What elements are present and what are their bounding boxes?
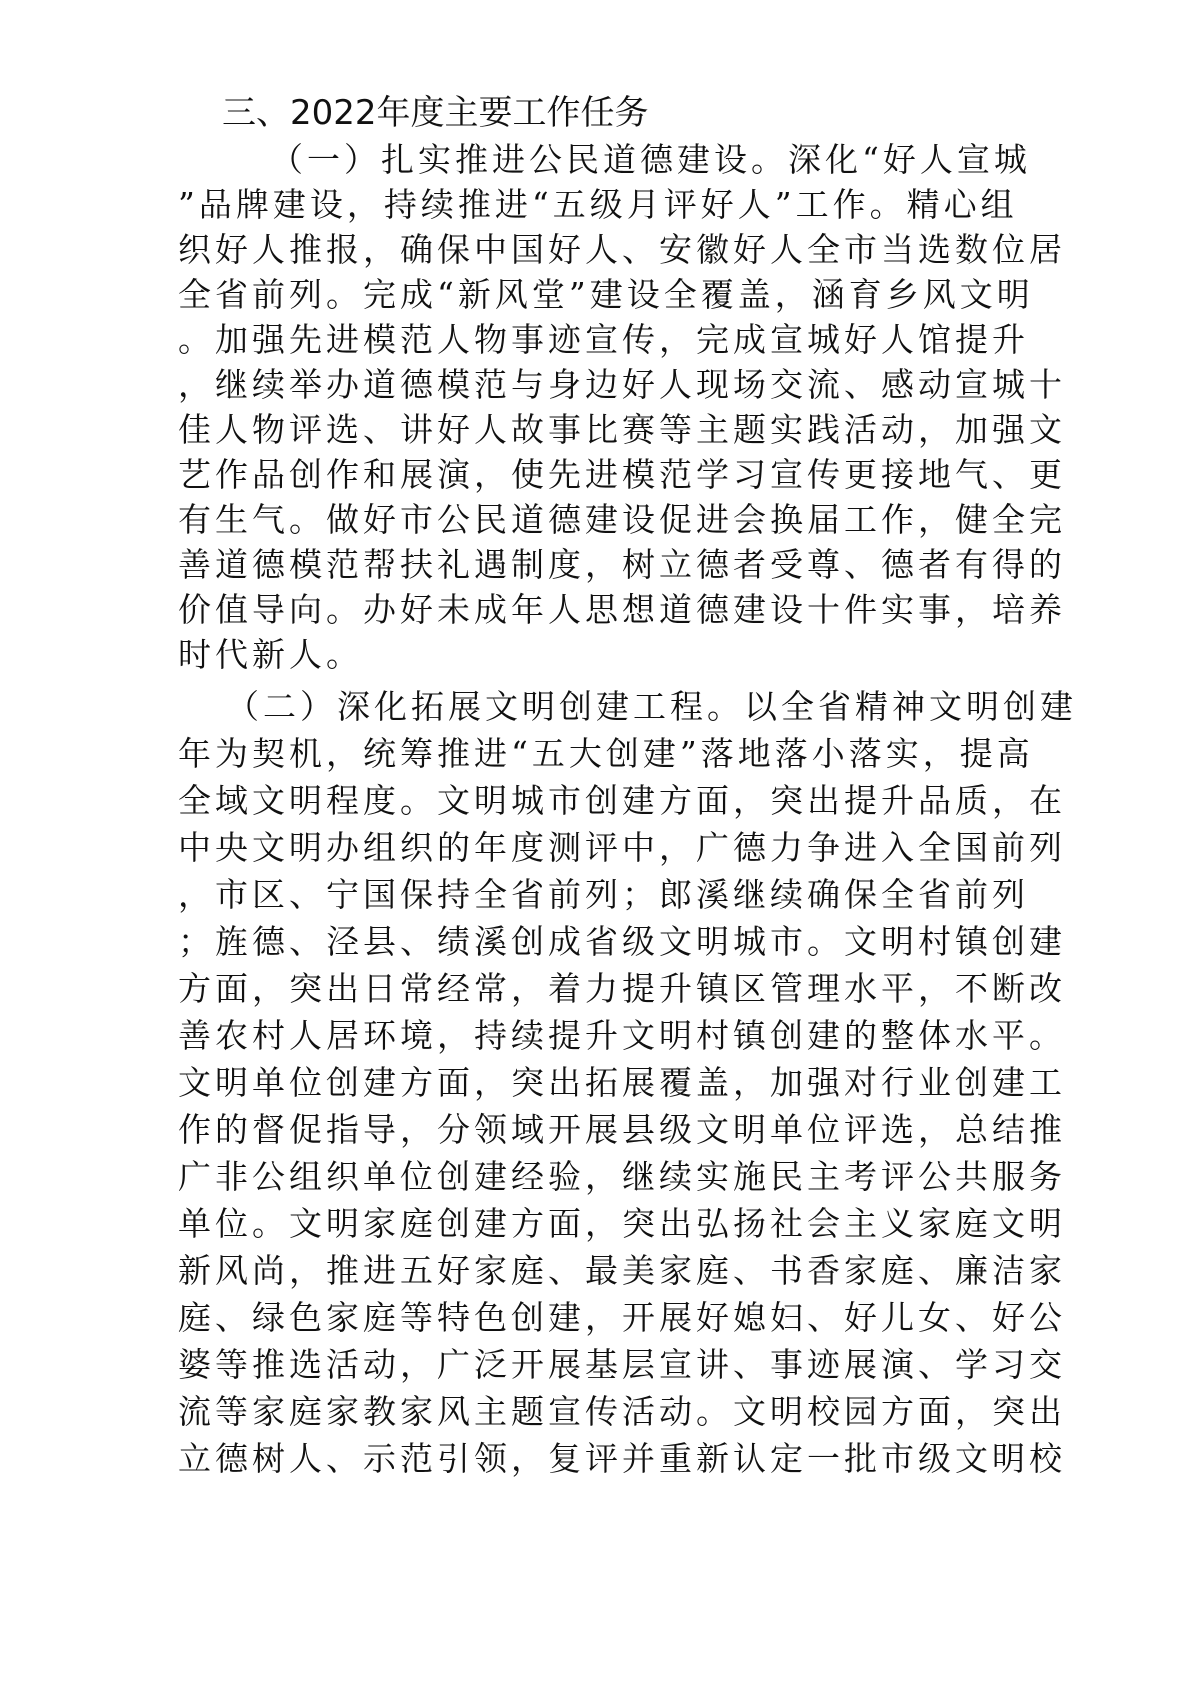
paragraph-2-line: ，市区、宁国保持全省前列；郎溪继续确保全省前列 bbox=[178, 875, 1029, 914]
paragraph-1-line: （一）扎实推进公民道德建设。深化“好人宣城 bbox=[270, 140, 1031, 179]
paragraph-1-line: 全省前列。完成“新风堂”建设全覆盖，涵育乡风文明 bbox=[178, 275, 1034, 314]
paragraph-1-line: 艺作品创作和展演，使先进模范学习宣传更接地气、更 bbox=[178, 455, 1066, 494]
paragraph-2-line: 立德树人、示范引领，复评并重新认定一批市级文明校 bbox=[178, 1439, 1066, 1478]
paragraph-2-line: 庭、绿色家庭等特色创建，开展好媳妇、好儿女、好公 bbox=[178, 1298, 1066, 1337]
paragraph-2-line: ；旌德、泾县、绩溪创成省级文明城市。文明村镇创建 bbox=[178, 922, 1066, 961]
paragraph-2-line: 文明单位创建方面，突出拓展覆盖，加强对行业创建工 bbox=[178, 1063, 1066, 1102]
paragraph-2-line: 中央文明办组织的年度测评中，广德力争进入全国前列 bbox=[178, 828, 1066, 867]
paragraph-1-line: 有生气。做好市公民道德建设促进会换届工作，健全完 bbox=[178, 500, 1066, 539]
paragraph-1-line: ，继续举办道德模范与身边好人现场交流、感动宣城十 bbox=[178, 365, 1066, 404]
paragraph-2-line: 广非公组织单位创建经验，继续实施民主考评公共服务 bbox=[178, 1157, 1066, 1196]
paragraph-2-line: 新风尚，推进五好家庭、最美家庭、书香家庭、廉洁家 bbox=[178, 1251, 1066, 1290]
paragraph-1-line: 织好人推报，确保中国好人、安徽好人全市当选数位居 bbox=[178, 230, 1066, 269]
paragraph-2-line: （二）深化拓展文明创建工程。以全省精神文明创建 bbox=[226, 687, 1077, 726]
paragraph-1-line: 。加强先进模范人物事迹宣传，完成宣城好人馆提升 bbox=[178, 320, 1029, 359]
paragraph-2-line: 全域文明程度。文明城市创建方面，突出提升品质，在 bbox=[178, 781, 1066, 820]
section-heading: 三、2022年度主要工作任务 bbox=[222, 93, 649, 133]
paragraph-1-line: 佳人物评选、讲好人故事比赛等主题实践活动，加强文 bbox=[178, 410, 1066, 449]
paragraph-1-line: 价值导向。办好未成年人思想道德建设十件实事，培养 bbox=[178, 590, 1066, 629]
paragraph-2-line: 流等家庭家教家风主题宣传活动。文明校园方面，突出 bbox=[178, 1392, 1066, 1431]
paragraph-1-line: 善道德模范帮扶礼遇制度，树立德者受尊、德者有得的 bbox=[178, 545, 1066, 584]
paragraph-2-line: 年为契机，统筹推进“五大创建”落地落小落实，提高 bbox=[178, 734, 1034, 773]
paragraph-2-line: 善农村人居环境，持续提升文明村镇创建的整体水平。 bbox=[178, 1016, 1066, 1055]
paragraph-2-line: 婆等推选活动，广泛开展基层宣讲、事迹展演、学习交 bbox=[178, 1345, 1066, 1384]
paragraph-2-line: 单位。文明家庭创建方面，突出弘扬社会主义家庭文明 bbox=[178, 1204, 1066, 1243]
paragraph-1-line: ”品牌建设，持续推进“五级月评好人”工作。精心组 bbox=[178, 185, 1018, 224]
paragraph-1-line: 时代新人。 bbox=[178, 635, 363, 674]
paragraph-2-line: 作的督促指导，分领域开展县级文明单位评选，总结推 bbox=[178, 1110, 1066, 1149]
paragraph-2-line: 方面，突出日常经常，着力提升镇区管理水平，不断改 bbox=[178, 969, 1066, 1008]
